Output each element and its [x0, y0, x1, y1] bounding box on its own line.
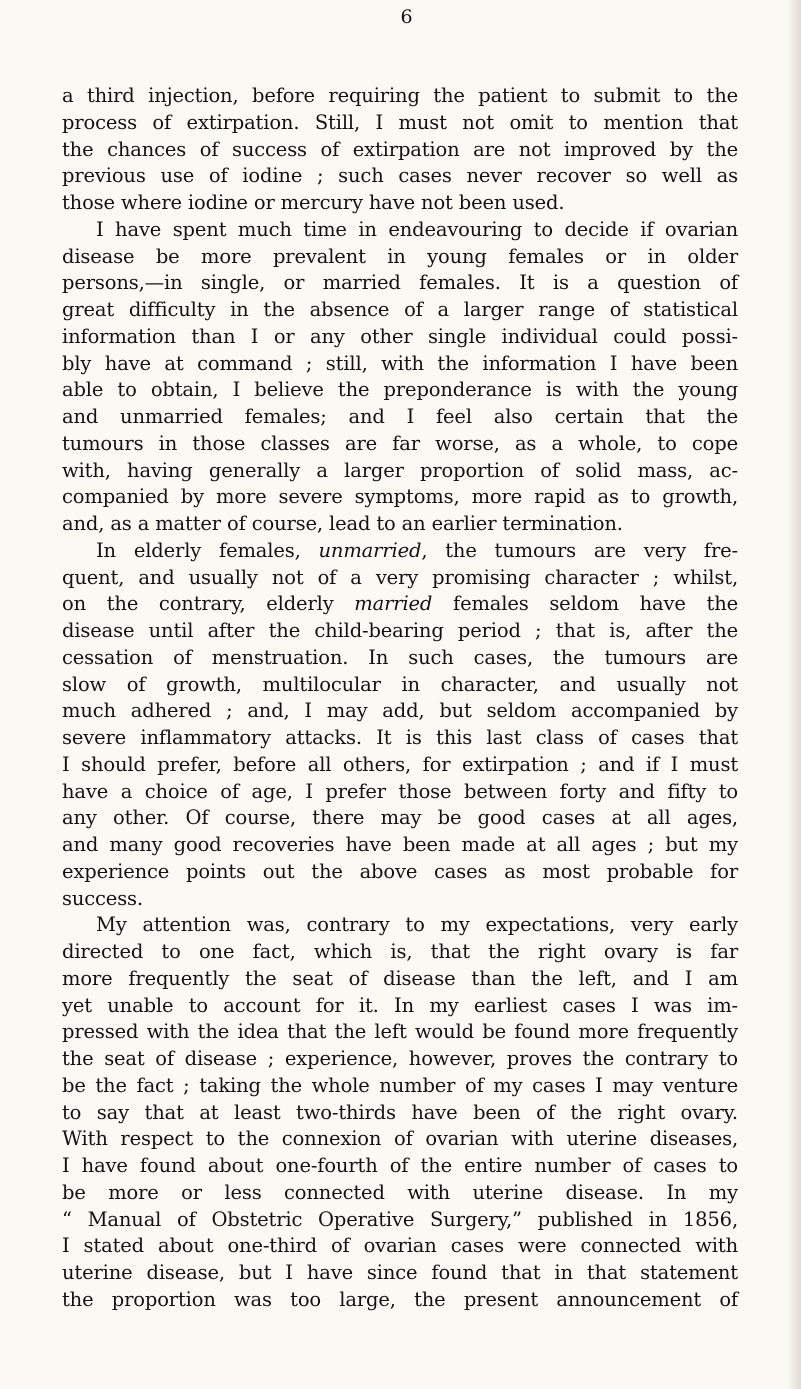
- text-line: process of extirpation. Still, I must not omit to mention that: [62, 110, 738, 134]
- text-line: a third injection, before requiring the patient to submit to the: [62, 84, 738, 107]
- text-line: bly have at command ; still, with the information I have been: [62, 351, 738, 375]
- text-line: pressed with the idea that the left would be found more frequently: [62, 1020, 738, 1044]
- text-line: any other. Of course, there may be good cases at all ages,: [62, 806, 738, 830]
- page-number: 6: [400, 6, 413, 28]
- text-line-segment: , the tumours are very fre-: [421, 538, 738, 562]
- text-line: I have spent much time in endeavouring to decide if ovarian: [96, 217, 738, 241]
- text-line: I have found about one-fourth of the entire number of cases to: [62, 1154, 738, 1177]
- text-line: cessation of menstruation. In such cases, the tumours are: [62, 645, 738, 669]
- text-line: those where iodine or mercury have not been used.: [62, 191, 565, 214]
- text-line: more frequently the seat of disease than the left, and I am: [62, 966, 738, 990]
- text-line: much adhered ; and, I may add, but seldom accompanied by: [62, 699, 738, 723]
- text-line: I should prefer, before all others, for extirpation ; and if I must: [62, 752, 738, 776]
- text-line: the seat of disease ; experience, however, proves the contrary to: [62, 1047, 738, 1070]
- text-line: slow of growth, multilocular in character, and usually not: [62, 672, 738, 696]
- italic-emphasis: unmarried: [318, 538, 422, 562]
- text-line: My attention was, contrary to my expectations, very early: [96, 913, 738, 937]
- text-line: I stated about one-third of ovarian cases were connected with: [62, 1234, 738, 1258]
- text-line: and, as a matter of course, lead to an earlier termination.: [62, 512, 623, 535]
- text-line: previous use of iodine ; such cases never recover so well as: [62, 164, 738, 188]
- text-line: experience points out the above cases as most probable for: [62, 859, 738, 883]
- body-text: [62, 83, 738, 1314]
- text-line: with, having generally a larger proportion of solid mass, ac-: [62, 458, 738, 482]
- text-line-segment: on the contrary, elderly: [62, 592, 355, 616]
- text-line: directed to one fact, which is, that the right ovary is far: [62, 940, 738, 963]
- text-line: success.: [62, 886, 143, 910]
- text-line: be more or less connected with uterine disease. In my: [62, 1180, 738, 1204]
- text-line: and many good recoveries have been made at all ages ; but my: [62, 833, 738, 856]
- text-line: quent, and usually not of a very promising character ; whilst,: [62, 565, 738, 589]
- text-line: be the fact ; taking the whole number of my cases I may venture: [62, 1073, 738, 1097]
- text-line: uterine disease, but I have since found that in that statement: [62, 1261, 738, 1284]
- text-line: able to obtain, I believe the preponderance is with the young: [62, 378, 738, 402]
- text-line: companied by more severe symptoms, more rapid as to growth,: [62, 485, 738, 509]
- text-line: [62, 591, 738, 618]
- text-line: the chances of success of extirpation are not improved by the: [62, 137, 738, 161]
- italic-emphasis: married: [354, 592, 433, 616]
- text-line-segment: females seldom have the: [432, 592, 738, 616]
- text-line: great difficulty in the absence of a larger range of statistical: [62, 298, 738, 321]
- text-line: information than I or any other single individual could possi-: [62, 324, 738, 348]
- text-line: the proportion was too large, the present announcement of: [62, 1287, 738, 1311]
- page-edge-shadow: [787, 0, 801, 1389]
- text-line: and unmarried females; and I feel also certain that the: [62, 405, 738, 428]
- text-line: yet unable to account for it. In my earliest cases I was im-: [62, 993, 738, 1017]
- text-line: With respect to the connexion of ovarian with uterine diseases,: [62, 1127, 738, 1151]
- text-line: have a choice of age, I prefer those between forty and fifty to: [62, 779, 738, 803]
- text-line: to say that at least two-thirds have been of the right ovary.: [62, 1100, 738, 1124]
- text-line: disease until after the child-bearing period ; that is, after the: [62, 619, 738, 642]
- text-line-segment: In elderly females,: [96, 538, 319, 562]
- text-line: severe inflammatory attacks. It is this last class of cases that: [62, 726, 738, 749]
- text-line: persons,—in single, or married females. It is a question of: [62, 271, 738, 295]
- text-line: [62, 538, 738, 565]
- text-line: tumours in those classes are far worse, as a whole, to cope: [62, 431, 738, 455]
- text-line: disease be more prevalent in young females or in older: [62, 244, 738, 268]
- text-line: “ Manual of Obstetric Operative Surgery,” published in 1856,: [62, 1207, 738, 1231]
